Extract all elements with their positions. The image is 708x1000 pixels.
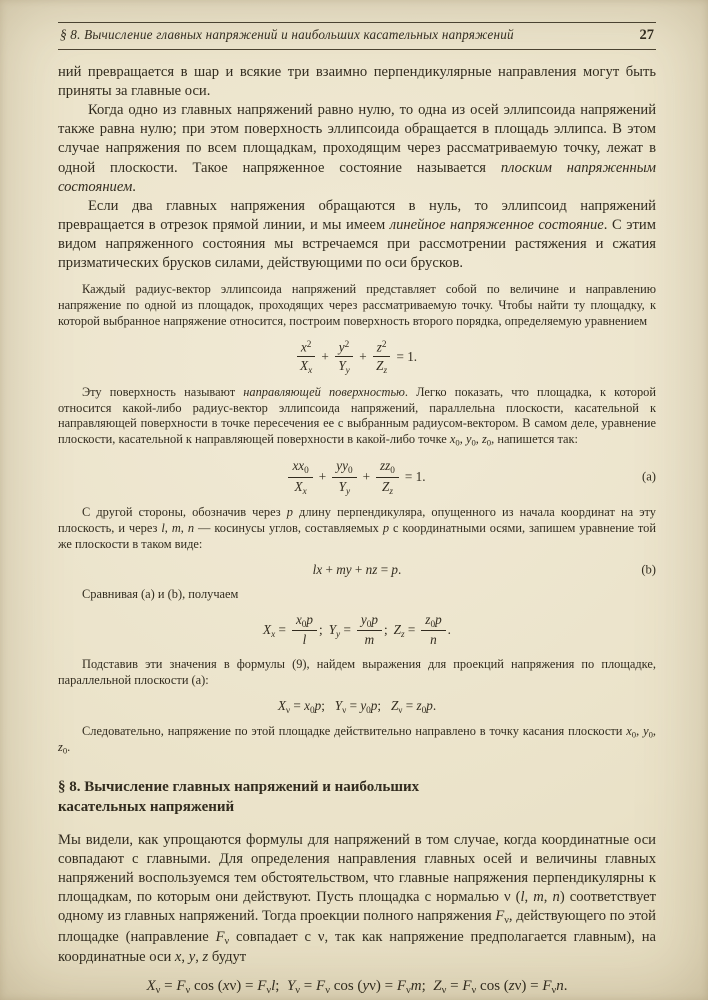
small-paragraph: Каждый радиус-вектор эллипсоида напряжений представляет собой по величине и направлению напряжение по одной из площадок, проходящих через рассматриваемую точку. Чтобы найти ту площадку, к которой выбранное напряжение относится, построим поверхность второго порядка, определяемую уравнением [58, 282, 656, 328]
fraction [332, 458, 356, 496]
fraction [297, 339, 315, 376]
equation-label: (b) [641, 562, 656, 577]
page-body [58, 63, 656, 996]
running-head [58, 22, 656, 50]
fraction-numerator: $y_0p$ [357, 612, 382, 632]
small-paragraph: Сравнивая (a) и (b), получаем [82, 586, 239, 601]
header-rule [58, 49, 656, 50]
period: . [447, 621, 451, 637]
fraction-denominator: $X_x$ [294, 478, 307, 496]
equation-lhs: $Y_y$ = [328, 621, 351, 639]
small-paragraph: С другой стороны, обозначив через p длину перпендикуляра, опущенного из начала координат на эту плоскость, и через l, m, n — косинусы углов, составляемых p с координатными осями, запишем уравнение той же плоскости в таком виде: [58, 505, 656, 552]
fraction-denominator: n [430, 632, 437, 648]
separator: ; [319, 621, 323, 637]
fraction-numerator: $y^2$ [335, 339, 353, 357]
separator: ; [383, 621, 388, 637]
fraction-denominator: $X_x$ [300, 358, 313, 375]
running-head-row [58, 23, 656, 49]
fraction [288, 458, 312, 496]
fraction-numerator: $yy_0$ [332, 458, 356, 478]
equation-plane-normal-form [58, 562, 656, 578]
body-paragraph: Если два главных напряжения обращаются в нуль, то эллипсоид напряжений превращается в отрезок прямой линии, и мы имеем линейное напряженное состояние. С этим видом напряженного состояния мы встречаемся при рассмотрении растяжения и сжатия призматических брусков силами, действующими по оси брусков. [58, 197, 656, 272]
equation-directing-surface [58, 339, 656, 376]
fraction-denominator: $Y_y$ [338, 358, 350, 375]
equation-label: (a) [642, 469, 656, 484]
equation-body: $X_\nu = x_0p$; $Y_\nu = y_0p$; $Z_\nu = z_0p$. [277, 697, 437, 715]
equation-stress-projections [58, 698, 656, 715]
equation-lhs: $X_x$ = [263, 621, 286, 639]
fraction-numerator: $xx_0$ [288, 458, 312, 478]
fraction-numerator: $z_0p$ [421, 612, 445, 632]
fraction [292, 612, 317, 648]
fraction-denominator: $Z_z$ [376, 358, 388, 375]
small-print-block [58, 282, 656, 757]
fraction-numerator: $zz_0$ [376, 458, 399, 478]
small-paragraph: Следовательно, напряжение по этой площадке действительно направлено в точку касания плоскости $x_0$, $y_0$, $z_0$. [58, 723, 656, 756]
equation-body: lx + my + nz = p. [312, 561, 402, 577]
section-heading: § 8. Вычисление главных напряжений и наибольших касательных напряжений [58, 778, 420, 815]
fraction-denominator: l [302, 632, 307, 648]
fraction-denominator: m [364, 632, 375, 648]
equation-principal-stress-projections [58, 978, 656, 996]
body-paragraph: ний превращается в шар и всякие три взаимно перпендикулярные направления могут быть приняты за главные оси. [58, 64, 656, 100]
equation-rhs: = 1. [404, 469, 426, 485]
page-number: 27 [639, 27, 654, 43]
plus-operator: + [359, 349, 367, 365]
equation-tangent-plane [58, 458, 656, 496]
equation-body: $X_\nu = F_\nu$ $\cos (x\nu) = F_\nu l$; $Y_\nu = F_\nu$ $\cos (y\nu) = F_\nu m$; $Z_\nu = F_\nu$ $\cos (z\nu) = F_\nu n$. [146, 978, 568, 997]
fraction [357, 612, 382, 648]
page-content [58, 22, 656, 996]
fraction [373, 339, 391, 376]
small-paragraph: Подставив эти значения в формулы (9), найдем выражения для проекций напряжения по площадке, параллельной плоскости (a): [58, 657, 656, 687]
plus-operator: + [321, 349, 329, 365]
small-paragraph: Эту поверхность называют направляющей поверхностью. Легко показать, что площадка, к которой относится какой-либо радиус-вектор эллипсоида напряжений, параллельна плоскости, касательной к направляющей поверхности в точке пересечения ее с выбранным радиусом-вектором. В самом деле, уравнение плоскости, касательной к направляющей поверхности в какой-либо точке $x_0$, $y_0$, $z_0$, напишется так: [58, 384, 656, 448]
fraction [376, 458, 399, 496]
equation-lhs: $Z_z$ = [393, 621, 416, 639]
fraction-numerator: $z^2$ [373, 339, 391, 357]
fraction [335, 339, 353, 376]
plus-operator: + [362, 469, 371, 485]
running-head-title: § 8. Вычисление главных напряжений и наибольших касательных напряжений [60, 27, 514, 42]
body-paragraph: Когда одно из главных напряжений равно нулю, то одна из осей эллипсоида напряжений также равна нулю; при этом поверхность эллипсоида обращается в площадь эллипса. В этом случае напряжения по всем площадкам, проходящим через рассматриваемую точку, лежат в одной плоскости. Такое напряженное состояние называется плоским напряженным состоянием. [58, 102, 656, 195]
fraction [421, 612, 445, 648]
fraction-numerator: $x^2$ [297, 339, 315, 357]
fraction-numerator: $x_0p$ [292, 612, 317, 632]
equation-compare-coefficients [58, 612, 656, 648]
equation-rhs: = 1. [396, 349, 418, 365]
fraction-denominator: $Z_z$ [381, 478, 393, 496]
fraction-denominator: $Y_y$ [338, 478, 351, 496]
plus-operator: + [318, 469, 327, 485]
body-paragraph: Мы видели, как упрощаются формулы для напряжений в том случае, когда координатные оси совпадают с главными. Для определения направления главных осей и величины главных напряжений воспользуемся тем обстоятельством, что главные напряжения перпендикулярны к площадкам, по которым они действуют. Пусть площадка с нормалью ν (l, m, n) соответствует одному из главных напряжений. Тогда проекции полного напряжения $F_\nu$, действующего по этой площадке (направление $F_\nu$ совпадает с ν, так как напряжение предполагается главным), на координатные оси x, y, z будут [58, 831, 657, 966]
